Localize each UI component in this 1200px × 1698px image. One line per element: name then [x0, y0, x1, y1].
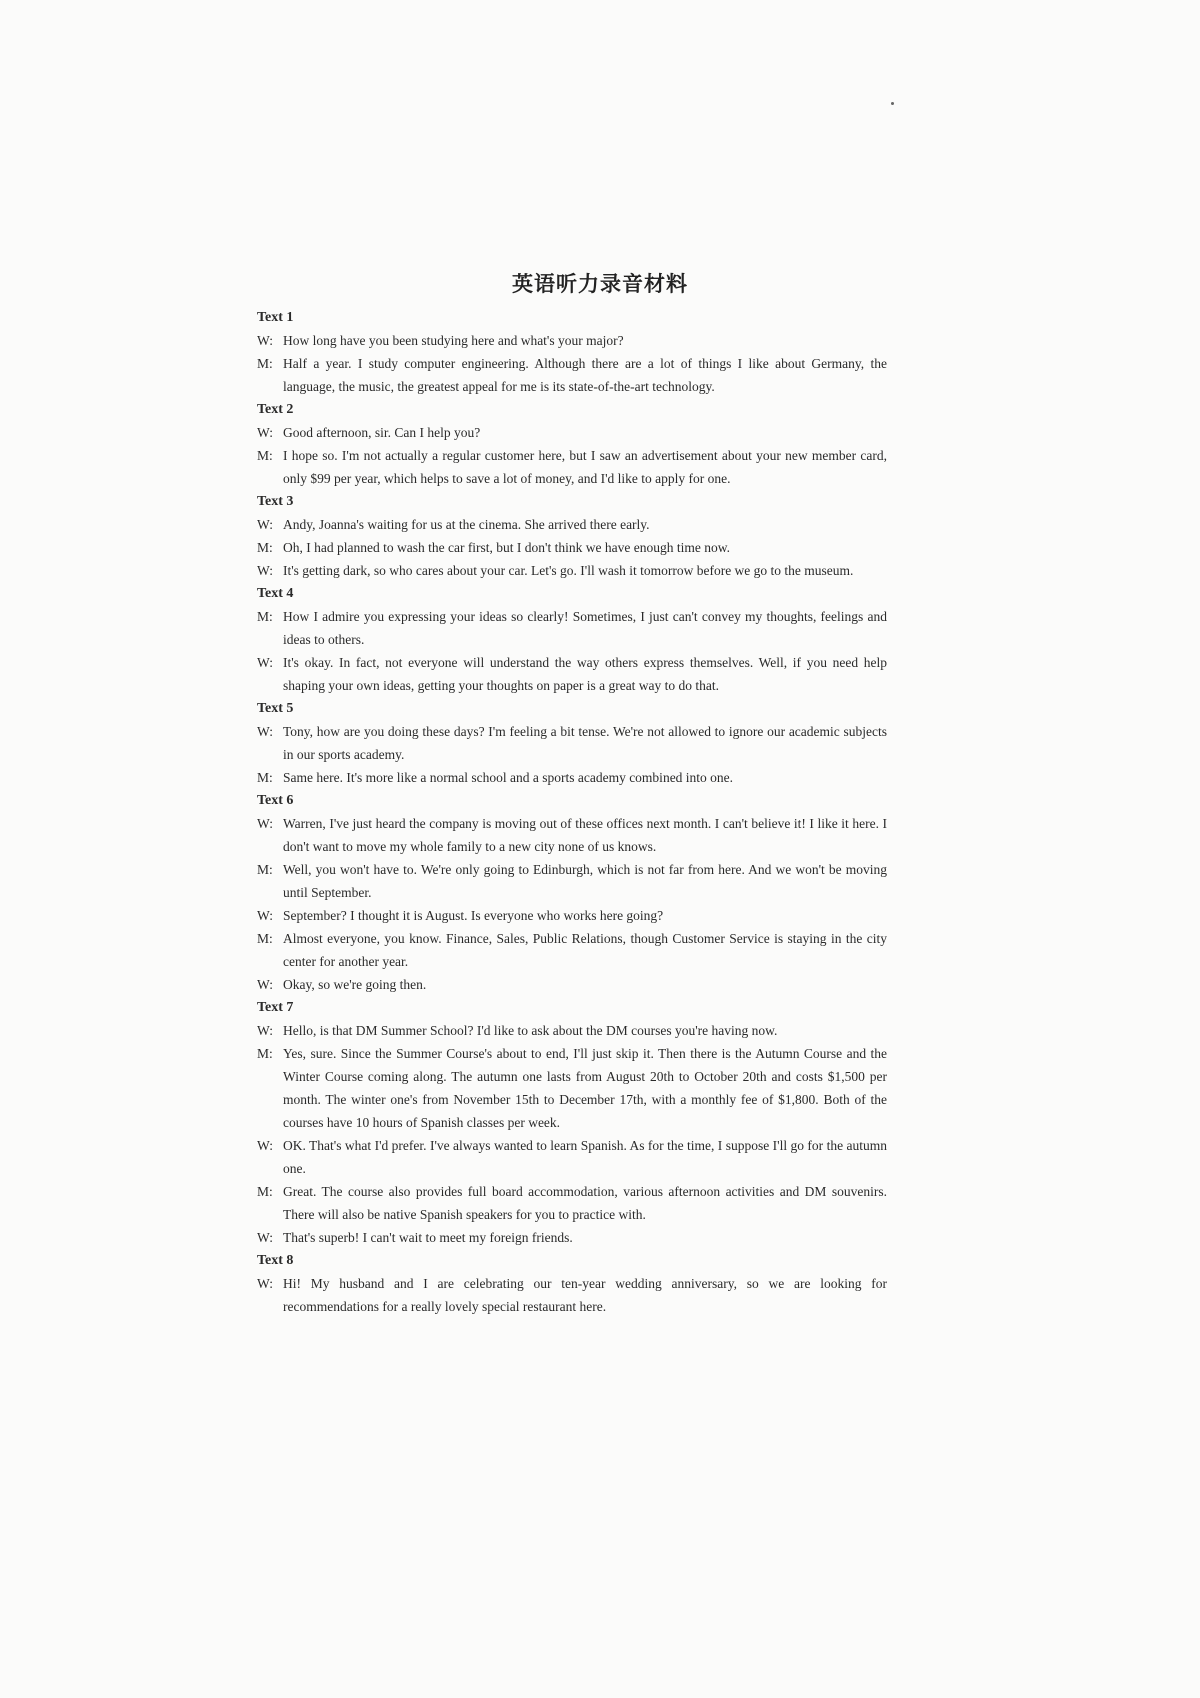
dialogue-text: Oh, I had planned to wash the car first, but I don't think we have enough time now.	[283, 540, 730, 555]
transcript-section	[257, 490, 887, 582]
speaker-label: W:	[257, 517, 273, 532]
speck-mark	[891, 102, 894, 105]
dialogue-text: It's okay. In fact, not everyone will understand the way others express themselves. Well, if you need help shaping your own ideas, getting your thoughts on paper is a great way to do that.	[283, 655, 887, 693]
section-heading: Text 8	[257, 1253, 294, 1268]
section-heading: Text 7	[257, 1000, 294, 1015]
dialogue-line	[257, 720, 887, 766]
section-heading: Text 2	[257, 402, 294, 417]
dialogue-text: Good afternoon, sir. Can I help you?	[283, 425, 481, 440]
speaker-label: W:	[257, 816, 273, 831]
dialogue-line	[257, 973, 887, 996]
transcript-section	[257, 582, 887, 697]
dialogue-text: Hello, is that DM Summer School? I'd like to ask about the DM courses you're having now.	[283, 1023, 778, 1038]
dialogue-line	[257, 904, 887, 927]
speaker-label: W:	[257, 908, 273, 923]
speaker-label: M:	[257, 931, 273, 946]
dialogue-line	[257, 766, 887, 789]
dialogue-text: Tony, how are you doing these days? I'm feeling a bit tense. We're not allowed to ignore our academic subjects in our sports academy.	[283, 724, 887, 762]
dialogue-line	[257, 651, 887, 697]
dialogue-line	[257, 1272, 887, 1318]
dialogue-text: Okay, so we're going then.	[283, 977, 427, 992]
section-heading: Text 6	[257, 793, 294, 808]
dialogue-line	[257, 559, 887, 582]
transcript-section	[257, 789, 887, 996]
section-heading: Text 3	[257, 494, 294, 509]
dialogue-line	[257, 352, 887, 398]
dialogue-text: September? I thought it is August. Is everyone who works here going?	[283, 908, 664, 923]
dialogue-text: Same here. It's more like a normal school and a sports academy combined into one.	[283, 770, 734, 785]
dialogue-text: Hi! My husband and I are celebrating our ten-year wedding anniversary, so we are looking for recommendations for a really lovely special restaurant here.	[283, 1276, 887, 1314]
transcript-section	[257, 996, 887, 1249]
dialogue-line	[257, 1226, 887, 1249]
dialogue-text: Andy, Joanna's waiting for us at the cinema. She arrived there early.	[283, 517, 650, 532]
dialogue-line	[257, 421, 887, 444]
dialogue-text: How long have you been studying here and what's your major?	[283, 333, 624, 348]
dialogue-line	[257, 1019, 887, 1042]
dialogue-line	[257, 858, 887, 904]
speaker-label: W:	[257, 333, 273, 348]
dialogue-text: Almost everyone, you know. Finance, Sales, Public Relations, though Customer Service is staying in the city center for another year.	[283, 931, 887, 969]
speaker-label: M:	[257, 1046, 273, 1061]
speaker-label: W:	[257, 1276, 273, 1291]
dialogue-line	[257, 1134, 887, 1180]
speaker-label: M:	[257, 356, 273, 371]
dialogue-line	[257, 329, 887, 352]
dialogue-text: That's superb! I can't wait to meet my foreign friends.	[283, 1230, 573, 1245]
dialogue-text: Well, you won't have to. We're only going to Edinburgh, which is not far from here. And we won't be moving until September.	[283, 862, 887, 900]
dialogue-line	[257, 812, 887, 858]
speaker-label: W:	[257, 1023, 273, 1038]
dialogue-line	[257, 927, 887, 973]
speaker-label: W:	[257, 1230, 273, 1245]
dialogue-line	[257, 513, 887, 536]
dialogue-line	[257, 444, 887, 490]
dialogue-text: How I admire you expressing your ideas so clearly! Sometimes, I just can't convey my thoughts, feelings and ideas to others.	[283, 609, 887, 647]
page-title: 英语听力录音材料	[512, 272, 688, 296]
speaker-label: W:	[257, 655, 273, 670]
section-heading: Text 4	[257, 586, 294, 601]
dialogue-text: I hope so. I'm not actually a regular customer here, but I saw an advertisement about your new member card, only $99 per year, which helps to save a lot of money, and I'd like to apply for one.	[283, 448, 887, 486]
speaker-label: M:	[257, 540, 273, 555]
dialogue-text: It's getting dark, so who cares about your car. Let's go. I'll wash it tomorrow before we go to the museum.	[283, 563, 854, 578]
dialogue-text: Great. The course also provides full board accommodation, various afternoon activities and DM souvenirs. There will also be native Spanish speakers for you to practice with.	[283, 1184, 887, 1222]
speaker-label: M:	[257, 862, 273, 877]
speaker-label: W:	[257, 1138, 273, 1153]
transcript-section	[257, 306, 887, 398]
dialogue-text: Half a year. I study computer engineering. Although there are a lot of things I like about Germany, the language, the music, the greatest appeal for me is its state-of-the-art technology.	[283, 356, 887, 394]
dialogue-text: Warren, I've just heard the company is moving out of these offices next month. I can't believe it! I like it here. I don't want to move my whole family to a new city none of us knows.	[283, 816, 887, 854]
transcript-section	[257, 697, 887, 789]
dialogue-text: OK. That's what I'd prefer. I've always wanted to learn Spanish. As for the time, I suppose I'll go for the autumn one.	[283, 1138, 887, 1176]
speaker-label: M:	[257, 770, 273, 785]
speaker-label: W:	[257, 563, 273, 578]
speaker-label: W:	[257, 977, 273, 992]
transcript-body	[257, 306, 887, 1318]
dialogue-line	[257, 1042, 887, 1134]
transcript-section	[257, 398, 887, 490]
speaker-label: W:	[257, 724, 273, 739]
dialogue-line	[257, 536, 887, 559]
speaker-label: M:	[257, 609, 273, 624]
dialogue-text: Yes, sure. Since the Summer Course's about to end, I'll just skip it. Then there is the Autumn Course and the Winter Course coming along. The autumn one lasts from August 20th to October 20th and costs $1,500 per month. The winter one's from November 15th to December 17th, with a monthly fee of $1,800. Both of the courses have 10 hours of Spanish classes per week.	[283, 1046, 887, 1130]
section-heading: Text 5	[257, 701, 294, 716]
speaker-label: M:	[257, 448, 273, 463]
dialogue-line	[257, 1180, 887, 1226]
transcript-section	[257, 1249, 887, 1318]
speaker-label: W:	[257, 425, 273, 440]
section-heading: Text 1	[257, 310, 294, 325]
dialogue-line	[257, 605, 887, 651]
speaker-label: M:	[257, 1184, 273, 1199]
